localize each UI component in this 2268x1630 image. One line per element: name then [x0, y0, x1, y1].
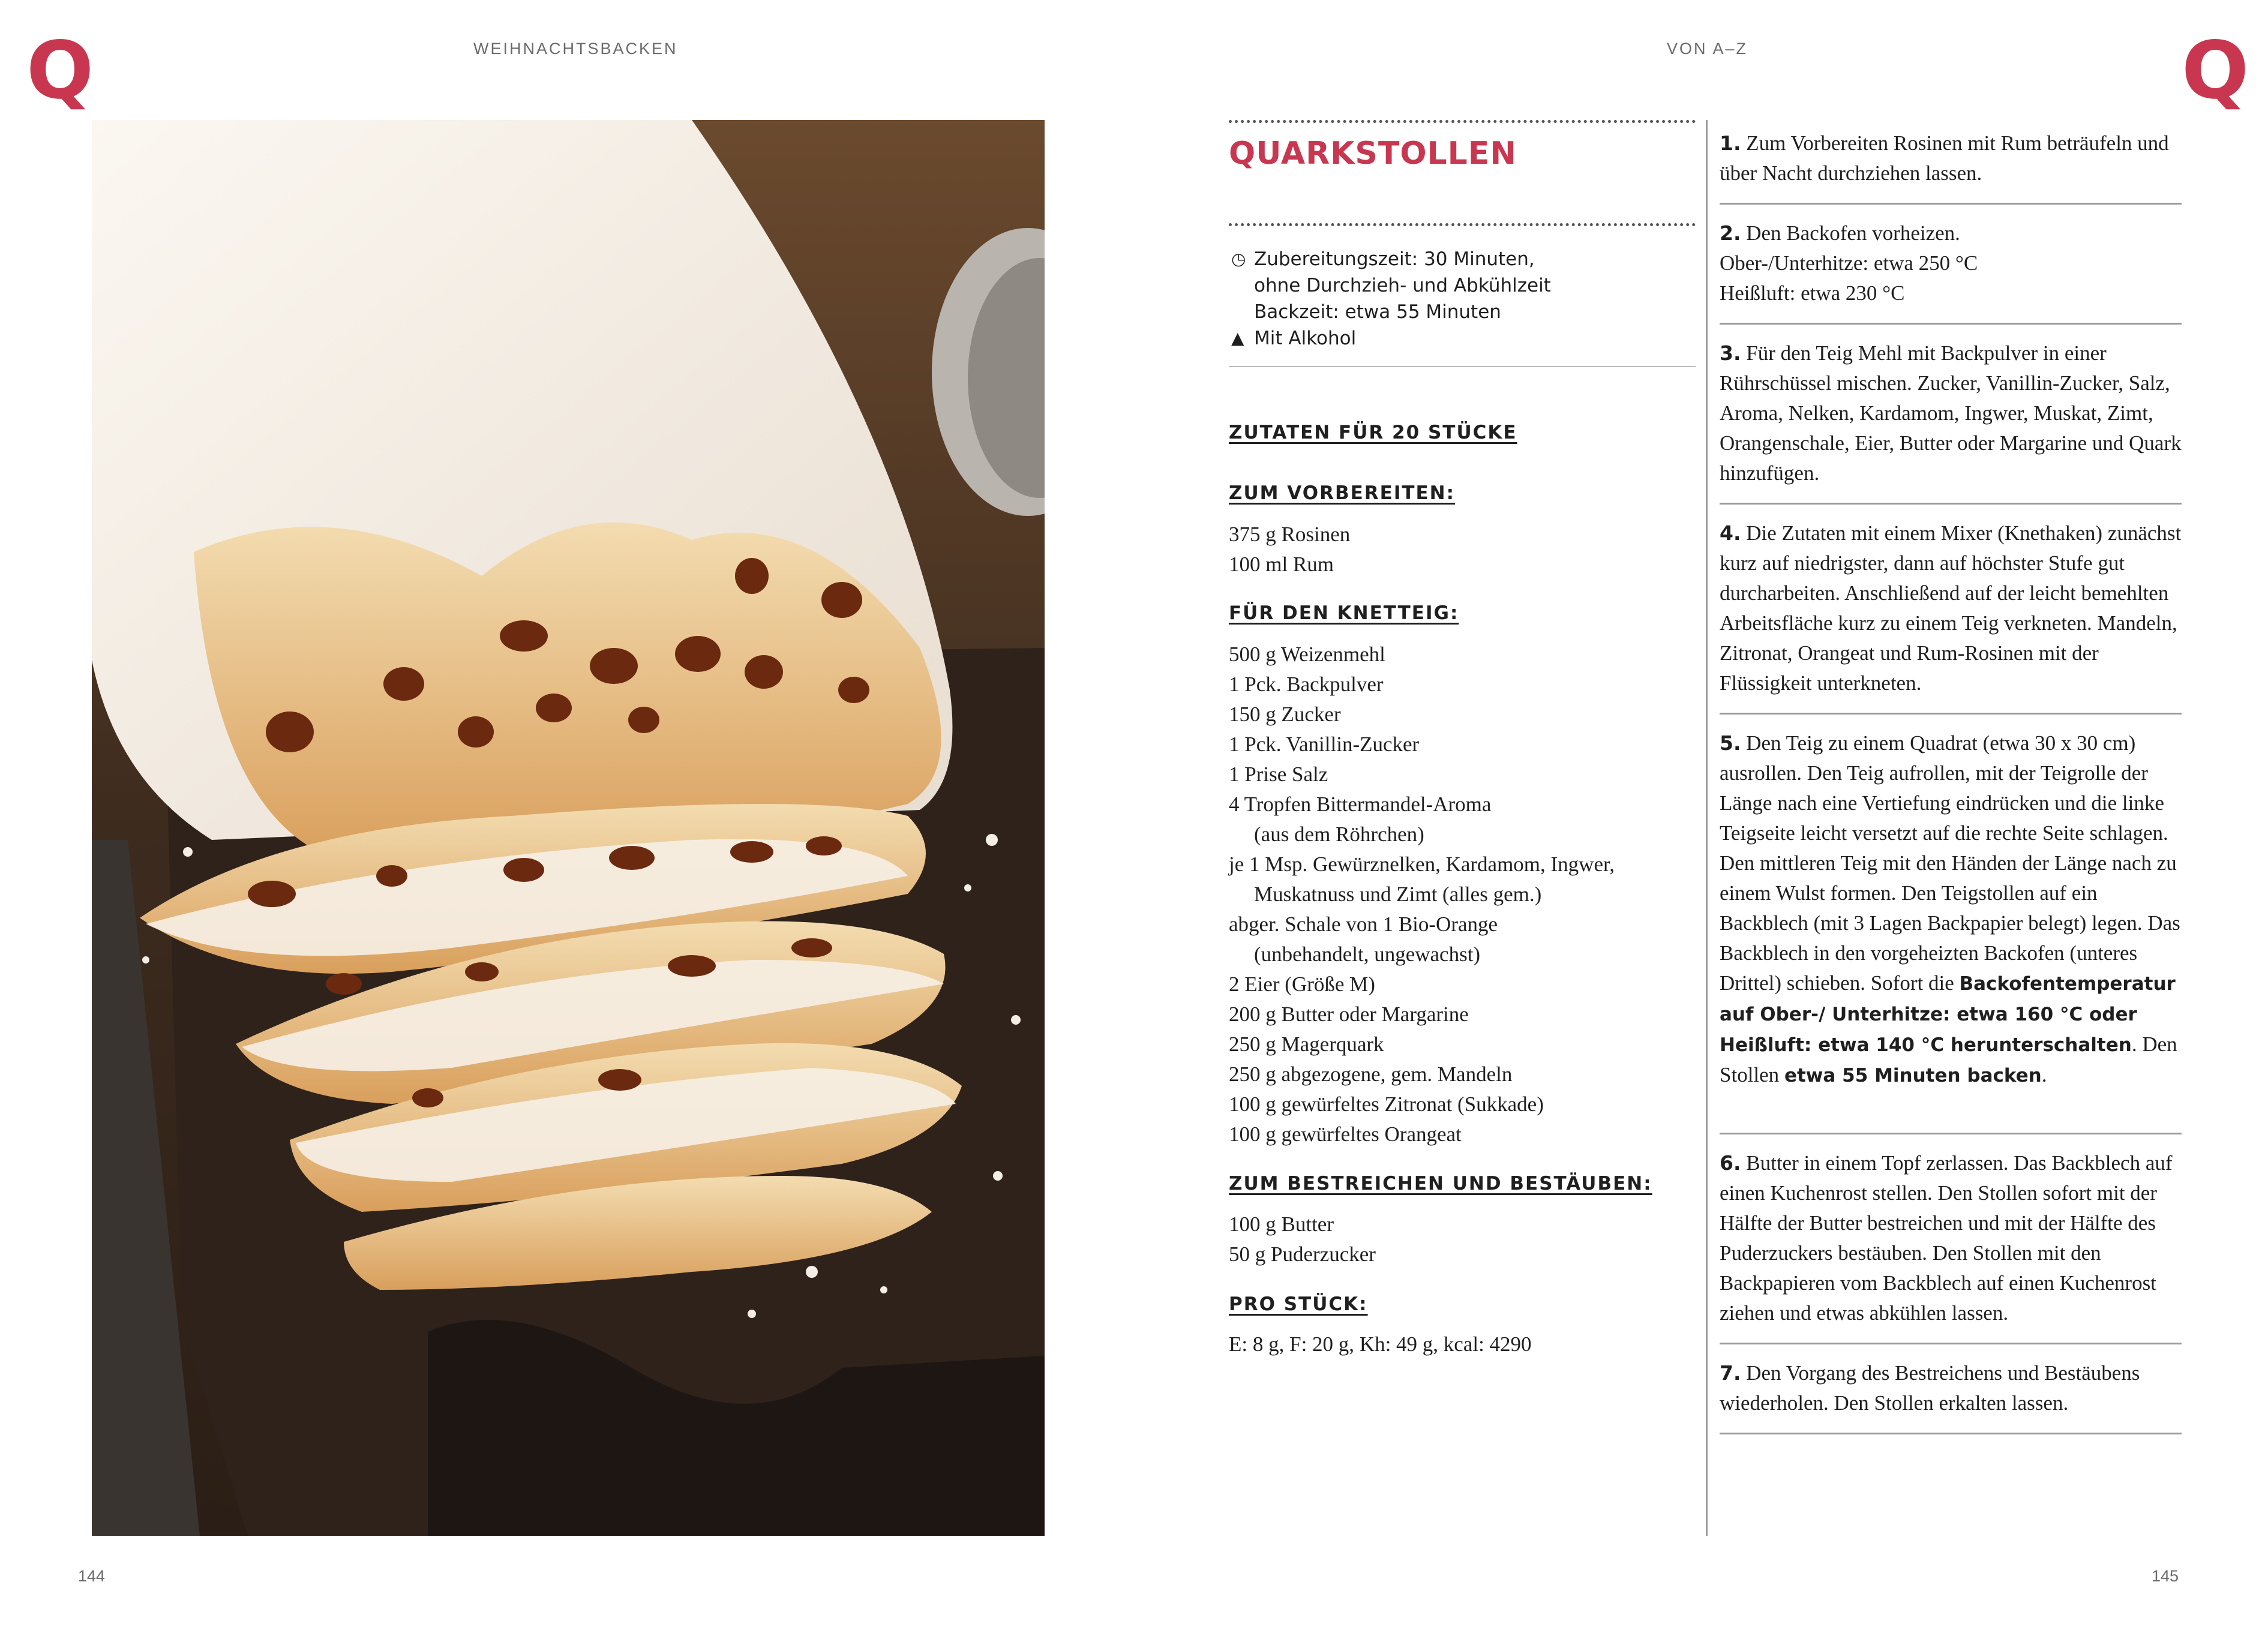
dough-heading: FÜR DEN KNETTEIG:: [1229, 602, 1459, 624]
step-1: [1720, 128, 2182, 188]
list-item: (aus dem Röhrchen): [1254, 822, 1424, 846]
step-number: 3.: [1720, 341, 1741, 365]
yield-heading: ZUTATEN FÜR 20 STÜCKE: [1229, 422, 1517, 443]
step-rule: [1720, 1133, 2182, 1134]
step-bold-text: etwa 55 Minuten backen: [1784, 1065, 2042, 1086]
stollen-illustration: [92, 120, 1045, 1536]
step-number: 2.: [1720, 221, 1741, 245]
step-rule: [1720, 323, 2182, 325]
step-rule: [1720, 1343, 2182, 1344]
bake-time: Backzeit: etwa 55 Minuten: [1254, 301, 1501, 323]
step-number: 6.: [1720, 1151, 1741, 1175]
page-number-right: 145: [2152, 1567, 2179, 1585]
step-5: [1720, 728, 2182, 1091]
step-text: .: [2041, 1063, 2047, 1086]
step-number: 1.: [1720, 131, 1741, 155]
step-text: Den Vorgang des Bestreichens und Bestäubens wiederholen. Den Stollen erkalten lassen.: [1720, 1361, 2140, 1415]
step-rule: [1720, 503, 2182, 505]
running-head-left: WEIHNACHTSBACKEN: [473, 40, 678, 58]
list-item: je 1 Msp. Gewürznelken, Kardamom, Ingwer,: [1229, 852, 1615, 876]
list-item: (unbehandelt, ungewachst): [1254, 942, 1481, 966]
list-item: Muskatnuss und Zimt (alles gem.): [1254, 882, 1542, 906]
step-7: [1720, 1358, 2182, 1418]
info-rule: [1229, 366, 1696, 367]
clock-icon: ◷: [1231, 249, 1246, 269]
list-item: 500 g Weizenmehl: [1229, 643, 1385, 666]
coat-heading: ZUM BESTREICHEN UND BESTÄUBEN:: [1229, 1173, 1652, 1194]
running-head-right: VON A–Z: [1667, 40, 1748, 58]
step-number: 4.: [1720, 521, 1741, 545]
step-text: Den Backofen vorheizen.: [1746, 221, 1960, 245]
step-text: . Den Stollen: [1720, 1032, 2177, 1086]
list-item: 100 ml Rum: [1229, 553, 1334, 576]
title-bottom-rule: [1229, 223, 1696, 226]
step-text: Butter in einem Topf zerlassen. Das Backblech auf einen Kuchenrost stellen. Den Stollen sofort mit der Hälfte der Butter bestreichen und mit der Hälfte des Puderzuckers bestäuben. Den Stollen mit den Backpapieren vom Backblech auf einen Kuchenrost ziehen und etwas abkühlen lassen.: [1720, 1151, 2173, 1325]
coat-list: [1229, 1209, 1703, 1269]
step-3: [1720, 338, 2182, 488]
list-item: 1 Pck. Backpulver: [1229, 673, 1384, 696]
step-number: 7.: [1720, 1361, 1741, 1385]
nutrition-heading: PRO STÜCK:: [1229, 1293, 1368, 1315]
step-rule: [1720, 713, 2182, 715]
list-item: 100 g gewürfeltes Zitronat (Sukkade): [1229, 1092, 1544, 1116]
list-item: 150 g Zucker: [1229, 703, 1341, 726]
prep-heading: ZUM VORBEREITEN:: [1229, 482, 1456, 504]
column-divider: [1706, 120, 1708, 1536]
recipe-info: [1231, 246, 1687, 352]
list-item: 100 g Butter: [1229, 1212, 1334, 1236]
list-item: 250 g abgezogene, gem. Mandeln: [1229, 1062, 1513, 1086]
step-text: Zum Vorbereiten Rosinen mit Rum beträufeln und über Nacht durchziehen lassen.: [1720, 131, 2169, 185]
step-6: [1720, 1148, 2182, 1328]
alcohol-note: Mit Alkohol: [1254, 328, 1357, 349]
list-item: 100 g gewürfeltes Orangeat: [1229, 1122, 1462, 1146]
triangle-icon: ▲: [1231, 328, 1244, 348]
chapter-letter-right: Q: [2182, 25, 2249, 117]
list-item: 250 g Magerquark: [1229, 1032, 1384, 1056]
step-bold-text: Backofentemperatur auf Ober-/ Unterhitze: etwa 160 °C oder Heißluft: etwa 140 °C herunterschalten: [1720, 973, 2176, 1056]
step-4: [1720, 518, 2182, 698]
list-item: 50 g Puderzucker: [1229, 1242, 1376, 1266]
prep-time-note: ohne Durchzieh- und Abkühlzeit: [1254, 275, 1551, 296]
step-text: Für den Teig Mehl mit Backpulver in einer Rührschüssel mischen. Zucker, Vanillin-Zucker, Salz, Aroma, Nelken, Kardamom, Ingwer, Muskat, Zimt, Orangenschale, Eier, Butter oder Margarine und Quark hinzufügen.: [1720, 341, 2182, 485]
recipe-title: QUARKSTOLLEN: [1229, 136, 1517, 172]
list-item: abger. Schale von 1 Bio-Orange: [1229, 912, 1498, 936]
list-item: 4 Tropfen Bittermandel-Aroma: [1229, 793, 1492, 816]
step-number: 5.: [1720, 731, 1741, 755]
prep-list: [1229, 520, 1703, 580]
step-text-line: Heißluft: etwa 230 °C: [1720, 281, 1905, 305]
chapter-letter-left: Q: [26, 25, 94, 117]
list-item: 1 Pck. Vanillin-Zucker: [1229, 733, 1420, 756]
dough-list: [1229, 640, 1703, 1149]
stollen-photo: [92, 120, 1045, 1536]
step-text: Den Teig zu einem Quadrat (etwa 30 x 30 cm) ausrollen. Den Teig aufrollen, mit der Teigrolle der Länge nach eine Vertiefung eindrücken und die linke Teigseite leicht versetzt auf die rechte Seite schlagen. Den mittleren Teig mit den Händen der Länge nach zu einem Wulst formen. Den Teigstollen auf ein Backblech (mit 3 Lagen Backpapier belegt) legen. Das Backblech in den vorgeheizten Backofen (unteres Drittel) schieben. Sofort die: [1720, 731, 2180, 995]
title-top-rule: [1229, 120, 1696, 123]
prep-time: Zubereitungszeit: 30 Minuten,: [1254, 248, 1535, 270]
list-item: 1 Prise Salz: [1229, 763, 1328, 786]
list-item: 200 g Butter oder Margarine: [1229, 1002, 1469, 1026]
list-item: 2 Eier (Größe M): [1229, 972, 1375, 996]
list-item: 375 g Rosinen: [1229, 523, 1351, 546]
step-rule: [1720, 203, 2182, 205]
step-2: [1720, 218, 2182, 308]
step-text: Die Zutaten mit einem Mixer (Knethaken) zunächst kurz auf niedrigster, dann auf höchster Stufe gut durcharbeiten. Anschließend auf der leicht bemehlten Arbeitsfläche kurz zu einem Teig verkneten. Mandeln, Zitronat, Orangeat und Rum-Rosinen mit der Flüssigkeit unterkneten.: [1720, 521, 2182, 695]
page-number-left: 144: [78, 1567, 106, 1585]
step-text-line: Ober-/Unterhitze: etwa 250 °C: [1720, 251, 1978, 275]
step-rule: [1720, 1433, 2182, 1434]
nutrition-values: E: 8 g, F: 20 g, Kh: 49 g, kcal: 4290: [1229, 1332, 1532, 1356]
